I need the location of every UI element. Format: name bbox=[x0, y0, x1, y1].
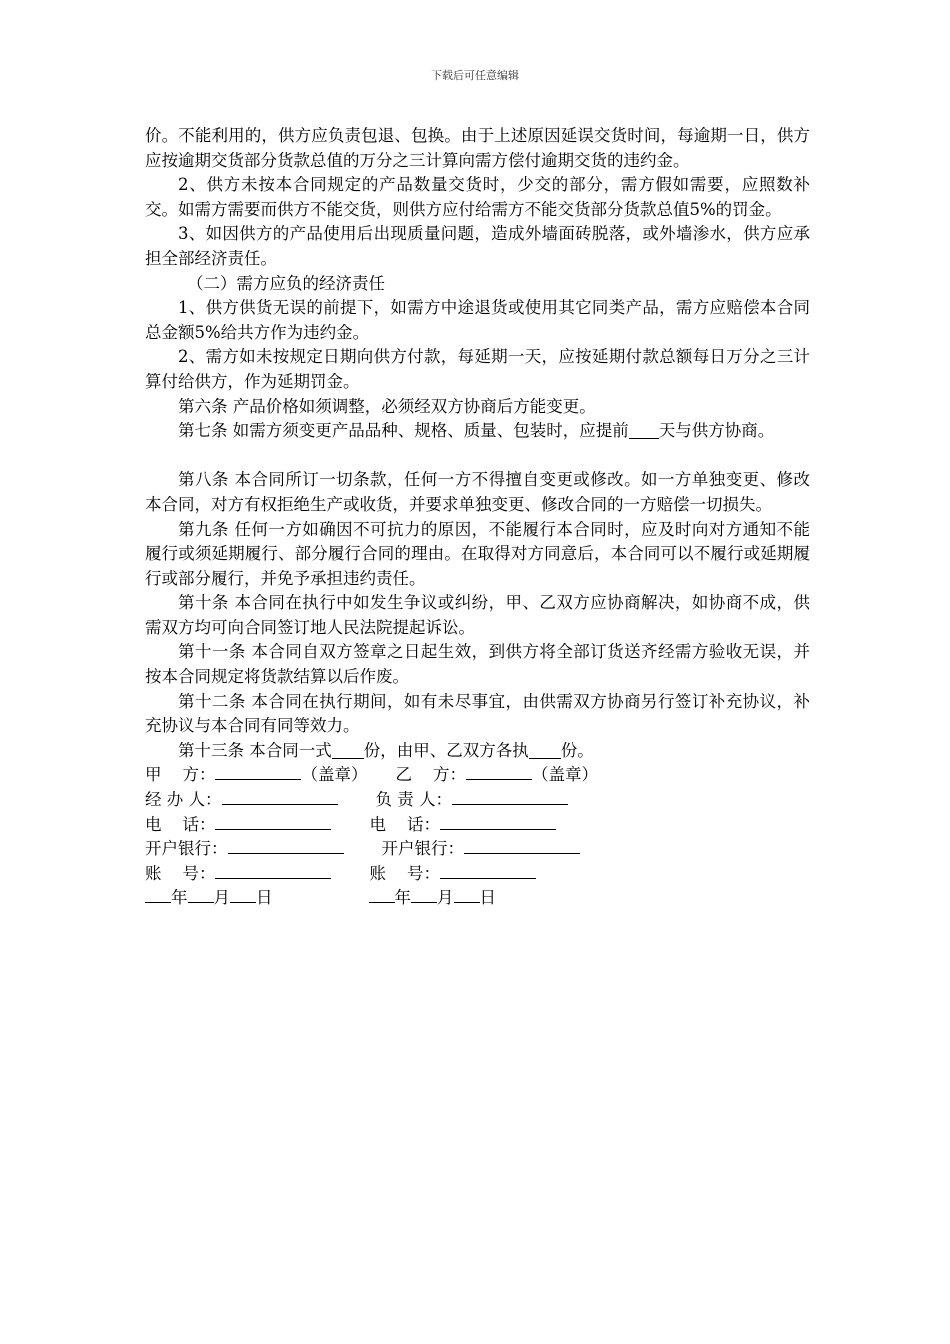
agent-blank[interactable] bbox=[222, 788, 338, 805]
phone-b-blank[interactable] bbox=[440, 813, 556, 830]
phone-b-label: 电 话： bbox=[369, 814, 440, 834]
article-13-text-a: 第十三条 本合同一式 bbox=[178, 740, 332, 760]
month-a-label: 月 bbox=[213, 888, 230, 908]
signature-row-phone bbox=[145, 813, 810, 838]
party-a-label: 甲 方： bbox=[145, 765, 216, 785]
account-b-label: 账 号： bbox=[369, 863, 440, 883]
bank-a-blank[interactable] bbox=[228, 837, 344, 854]
article-13 bbox=[145, 739, 810, 764]
bank-b-label: 开户银行： bbox=[381, 839, 464, 859]
account-a-blank[interactable] bbox=[215, 862, 331, 879]
year-a-label: 年 bbox=[171, 888, 188, 908]
signature-row-bank bbox=[145, 837, 810, 862]
copies-blank[interactable] bbox=[332, 742, 364, 759]
year-b-blank[interactable] bbox=[369, 886, 395, 903]
page-header: 下载后可任意编辑 bbox=[431, 69, 519, 82]
article-13-text-c: 份。 bbox=[560, 740, 594, 760]
agent-label: 经 办 人： bbox=[145, 790, 222, 810]
phone-a-label: 电 话： bbox=[145, 814, 216, 834]
article-8: 第八条 本合同所订一切条款，任何一方不得擅自变更或修改。如一方单独变更、修改本合同，对方有权拒绝生产或收货，并要求单独变更、修改合同的一方赔偿一切损失。 bbox=[145, 470, 810, 514]
month-b-blank[interactable] bbox=[411, 886, 437, 903]
party-b-seal: （盖章） bbox=[531, 765, 598, 785]
article-6: 第六条 产品价格如须调整，必须经双方协商后方能变更。 bbox=[178, 396, 596, 416]
responsible-blank[interactable] bbox=[452, 788, 568, 805]
paragraph-supplier-quantity: 2、供方未按本合同规定的产品数量交货时，少交的部分，需方假如需要，应照数补交。如需方需要而供方不能交货，则供方应付给需方不能交货部分货款总值5%的罚金。 bbox=[145, 175, 810, 219]
year-b-label: 年 bbox=[394, 888, 411, 908]
day-b-blank[interactable] bbox=[454, 886, 480, 903]
month-b-label: 月 bbox=[437, 888, 454, 908]
signature-row-party bbox=[145, 763, 810, 788]
account-a-label: 账 号： bbox=[145, 863, 216, 883]
article-7-text-b: 天与供方协商。 bbox=[658, 421, 775, 441]
party-a-seal: （盖章） bbox=[301, 765, 368, 785]
signature-row-agent bbox=[145, 788, 810, 813]
bank-a-label: 开户银行： bbox=[145, 839, 228, 859]
phone-a-blank[interactable] bbox=[215, 813, 331, 830]
article-7-text-a: 第七条 如需方须变更产品品种、规格、质量、包装时，应提前 bbox=[178, 421, 629, 441]
party-b-label: 乙 方： bbox=[395, 765, 466, 785]
party-a-blank[interactable] bbox=[215, 763, 301, 780]
article-9: 第九条 任何一方如确因不可抗力的原因，不能履行本合同时，应及时向对方通知不能履行或须延期履行、部分履行合同的理由。在取得对方同意后，本合同可以不履行或延期履行或部分履行，并免予承担违约责任。 bbox=[145, 519, 810, 588]
paragraph-supplier-quality: 3、如因供方的产品使用后出现质量问题，造成外墙面砖脱落，或外墙渗水，供方应承担全部经济责任。 bbox=[145, 224, 810, 268]
spacer bbox=[145, 444, 810, 469]
signature-row-date bbox=[145, 886, 810, 911]
days-blank[interactable] bbox=[629, 422, 659, 439]
contract-body bbox=[145, 124, 810, 911]
paragraph-buyer-late-payment: 2、需方如未按规定日期向供方付款，每延期一天，应按延期付款总额每日万分之三计算付给供方，作为延期罚金。 bbox=[145, 347, 810, 391]
day-b-label: 日 bbox=[479, 888, 496, 908]
article-7 bbox=[145, 419, 810, 444]
copies-each-blank[interactable] bbox=[529, 742, 561, 759]
party-b-blank[interactable] bbox=[466, 763, 532, 780]
year-a-blank[interactable] bbox=[145, 886, 171, 903]
account-b-blank[interactable] bbox=[440, 862, 536, 879]
article-11: 第十一条 本合同自双方签章之日起生效，到供方将全部订货送齐经需方验收无误，并按本合同规定将货款结算以后作废。 bbox=[145, 642, 810, 687]
article-13-text-b: 份，由甲、乙双方各执 bbox=[363, 740, 529, 760]
paragraph-continuation: 价。不能利用的，供方应负责包退、包换。由于上述原因延误交货时间，每逾期一日，供方应按逾期交货部分货款总值的万分之三计算向需方偿付逾期交货的违约金。 bbox=[145, 126, 810, 170]
responsible-label: 负 责 人： bbox=[375, 790, 452, 810]
day-a-label: 日 bbox=[256, 888, 273, 908]
signature-row-account bbox=[145, 862, 810, 887]
month-a-blank[interactable] bbox=[188, 886, 214, 903]
article-12: 第十二条 本合同在执行期间，如有未尽事宜，由供需双方协商另行签订补充协议，补充协议与本合同有同等效力。 bbox=[145, 691, 810, 736]
day-a-blank[interactable] bbox=[230, 886, 256, 903]
paragraph-buyer-return: 1、供方供货无误的前提下，如需方中途退货或使用其它同类产品，需方应赔偿本合同总金额5%给共方作为违约金。 bbox=[145, 298, 810, 342]
article-10: 第十条 本合同在执行中如发生争议或纠纷，甲、乙双方应协商解决，如协商不成，供需双方均可向合同签订地人民法院提起诉讼。 bbox=[145, 593, 810, 637]
section-heading-buyer-liability: （二）需方应负的经济责任 bbox=[187, 273, 385, 293]
bank-b-blank[interactable] bbox=[464, 837, 580, 854]
